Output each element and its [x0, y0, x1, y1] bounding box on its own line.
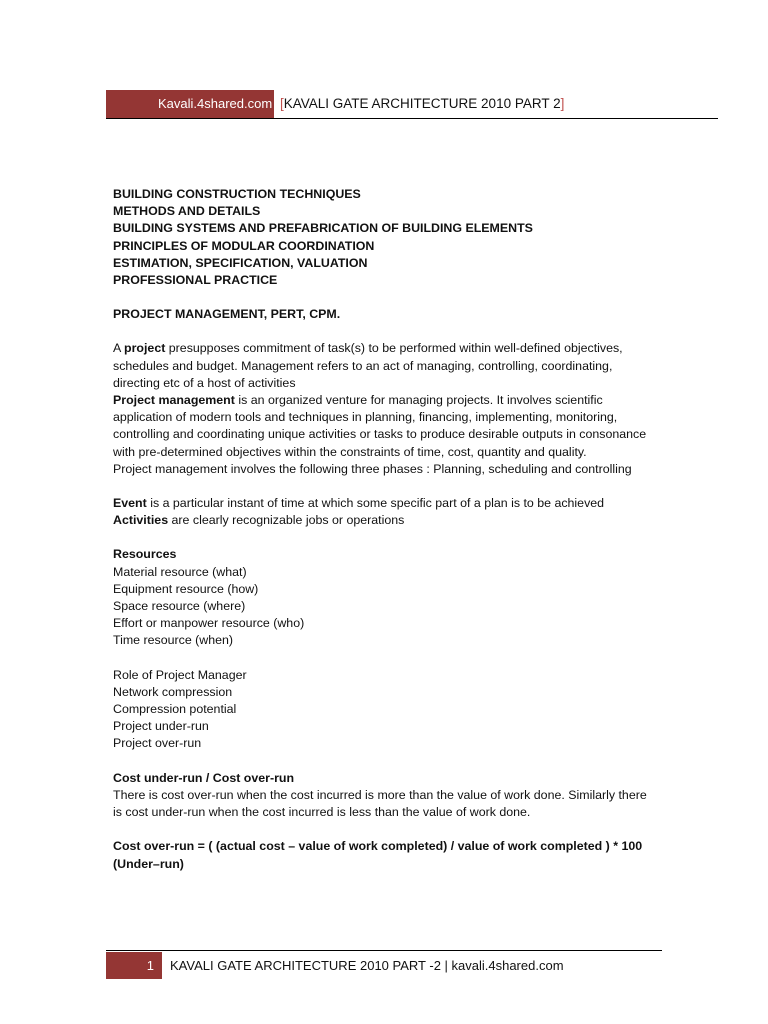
- activities-text: are clearly recognizable jobs or operations: [168, 513, 405, 528]
- header-site-label: Kavali.4shared.com: [158, 96, 273, 111]
- pm-definition: [113, 392, 673, 409]
- pm-line: application of modern tools and techniques in planning, financing, implementing, monitoring,: [113, 410, 618, 425]
- cost-heading: Cost under-run / Cost over-run: [113, 770, 295, 785]
- resource-item: Effort or manpower resource (who): [113, 616, 305, 631]
- resource-item: Space resource (where): [113, 599, 246, 614]
- cost-formula: Cost over-run = ( (actual cost – value of work completed) / value of work completed ) * 100: [113, 839, 643, 854]
- topic-line: PROFESSIONAL PRACTICE: [113, 273, 278, 288]
- topic2-item: Network compression: [113, 684, 233, 699]
- page-header: [106, 90, 718, 119]
- topic-line: BUILDING CONSTRUCTION TECHNIQUES: [113, 187, 361, 201]
- pm-line: is an organized venture for managing projects. It involves scientific: [234, 393, 603, 408]
- cost-formula-note: (Under–run): [113, 856, 184, 871]
- project-lead: A: [113, 341, 125, 356]
- topic-line: ESTIMATION, SPECIFICATION, VALUATION: [113, 255, 368, 270]
- topic-line: BUILDING SYSTEMS AND PREFABRICATION OF BUILDING ELEMENTS: [113, 221, 533, 236]
- page-number: [106, 952, 162, 979]
- cost-line: is cost under-run when the cost incurred is less than the value of work done.: [113, 805, 531, 820]
- topic2-item: Project under-run: [113, 719, 209, 734]
- page-footer: [106, 950, 662, 979]
- event-definition: [113, 495, 673, 512]
- document-body: [113, 186, 673, 873]
- pm-line: controlling and coordinating unique activities or tasks to produce desirable outputs in consonance: [113, 427, 647, 442]
- resources-heading: Resources: [113, 547, 177, 562]
- project-definition: [113, 340, 673, 357]
- header-bracket-open: [: [280, 96, 284, 111]
- activities-definition: [113, 512, 673, 529]
- section-heading: PROJECT MANAGEMENT, PERT, CPM.: [113, 307, 341, 322]
- page-number-text: 1: [146, 958, 154, 973]
- topic-line: METHODS AND DETAILS: [113, 204, 261, 219]
- project-line: presupposes commitment of task(s) to be performed within well-defined objectives,: [165, 341, 623, 356]
- topic2-item: Project over-run: [113, 736, 202, 751]
- project-term: project: [124, 341, 166, 356]
- resource-item: Material resource (what): [113, 564, 247, 579]
- footer-text: KAVALI GATE ARCHITECTURE 2010 PART -2 | kavali.4shared.com: [170, 958, 564, 973]
- topic-line: PRINCIPLES OF MODULAR COORDINATION: [113, 238, 375, 253]
- header-site-tab: [106, 90, 274, 118]
- resource-item: Time resource (when): [113, 633, 234, 648]
- header-title: [280, 90, 564, 118]
- header-bracket-close: ]: [560, 96, 565, 111]
- header-title-text: KAVALI GATE ARCHITECTURE 2010 PART 2: [283, 96, 561, 111]
- activities-term: Activities: [113, 513, 169, 528]
- event-text: is a particular instant of time at which some specific part of a plan is to be achieved: [146, 496, 605, 511]
- project-line: schedules and budget. Management refers to an act of managing, controlling, coordinating,: [113, 358, 613, 373]
- event-term: Event: [113, 496, 147, 511]
- project-line: directing etc of a host of activities: [113, 375, 296, 390]
- resource-item: Equipment resource (how): [113, 581, 259, 596]
- cost-line: There is cost over-run when the cost incurred is more than the value of work done. Similarly there: [113, 787, 647, 802]
- topic2-item: Role of Project Manager: [113, 667, 247, 682]
- pm-line: with pre-determined objectives within the constraints of time, cost, quantity and quality.: [113, 444, 587, 459]
- topic2-item: Compression potential: [113, 702, 237, 717]
- pm-term: Project management: [113, 393, 235, 408]
- pm-phases: Project management involves the following three phases : Planning, scheduling and controlling: [113, 461, 632, 476]
